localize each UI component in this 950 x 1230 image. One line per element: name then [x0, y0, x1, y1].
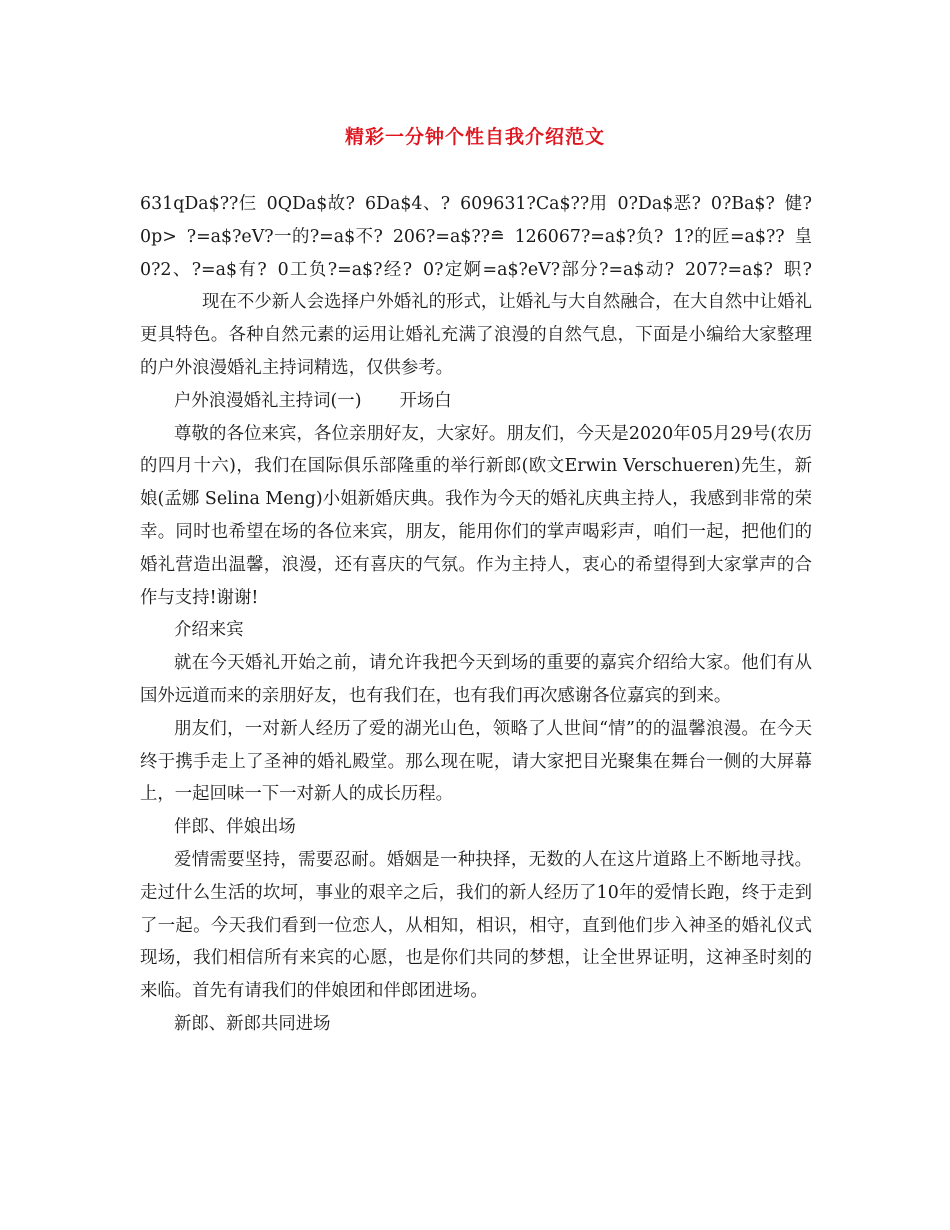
- document-title: 精彩一分钟个性自我介绍范文: [344, 126, 605, 148]
- groom-heading: 新郎、新郎共同进场: [174, 1013, 331, 1034]
- attendants-heading: 伴郎、伴娘出场: [174, 817, 296, 838]
- garbled-text: 631qDa$??仨 0QDa$故? 6Da$4、? 609631?Ca$??用 0?Da$恶? 0?Ba$? 健? 0p> ?=a$?eV?一的?=a$不? 206?=a$??≘ 126067?=a$?负? 1?的匠=a$?? 皇 0?2、?=a$有? 0工负?=a$?经? 0?定婀=a$?eV?部分?=a$动? 207?=a$? 职?: [140, 194, 812, 280]
- opening-paragraph: 尊敬的各位来宾，各位亲朋好友，大家好。朋友们，今天是2020年05月29号(农历的四月十六)，我们在国际俱乐部隆重的举行新郎(欧文Erwin Verschueren)先生，新娘(孟娜 Selina Meng)小姐新婚庆典。我作为今天的婚礼庆典主持人，我感到非常的荣幸。同时也希望在场的各位来宾，朋友，能用你们的掌声喝彩声，咱们一起，把他们的婚礼营造出温馨，浪漫，还有喜庆的气氛。作为主持人，衷心的希望得到大家掌声的合作与支持!谢谢!: [140, 423, 812, 608]
- guests-paragraph-2: 朋友们，一对新人经历了爱的湖光山色，领略了人世间“情”的的温馨浪漫。在今天终于携手走上了圣神的婚礼殿堂。那么现在呢，请大家把目光聚集在舞台一侧的大屏幕上，一起回味一下一对新人的成长历程。: [140, 718, 812, 805]
- section-title: 户外浪漫婚礼主持词(一): [174, 390, 362, 411]
- guests-paragraph-1: 就在今天婚礼开始之前，请允许我把今天到场的重要的嘉宾介绍给大家。他们有从国外远道而来的亲朋好友，也有我们在，也有我们再次感谢各位嘉宾的到来。: [140, 653, 812, 706]
- guests-heading: 介绍来宾: [174, 620, 244, 641]
- attendants-paragraph: 爱情需要坚持，需要忍耐。婚姻是一种抉择，无数的人在这片道路上不断地寻找。走过什么生活的坎坷，事业的艰辛之后，我们的新人经历了10年的爱情长跑，终于走到了一起。今天我们看到一位恋人，从相知，相识，相守，直到他们步入神圣的婚礼仪式现场，我们相信所有来宾的心愿，也是你们共同的梦想，让全世界证明，这神圣时刻的来临。首先有请我们的伴娘团和伴郎团进场。: [140, 849, 812, 1002]
- intro-paragraph: 现在不少新人会选择户外婚礼的形式，让婚礼与大自然融合，在大自然中让婚礼更具特色。各种自然元素的运用让婚礼充满了浪漫的自然气息，下面是小编给大家整理的户外浪漫婚礼主持词精选，仅供参考。: [140, 292, 812, 378]
- section-heading: [140, 385, 812, 418]
- section-subtitle: 开场白: [399, 390, 452, 411]
- garbled-text-block: [140, 188, 812, 385]
- document-body: [140, 188, 812, 1041]
